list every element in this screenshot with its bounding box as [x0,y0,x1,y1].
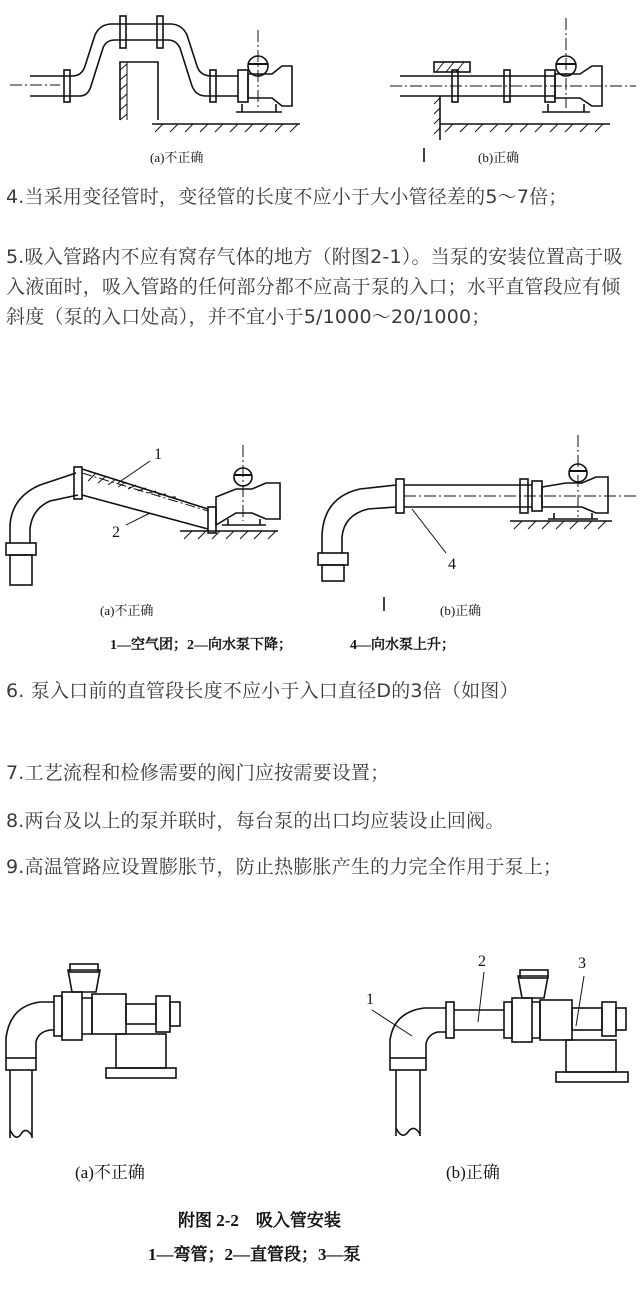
fig2-legend-2: 4—向水泵上升； [350,638,455,653]
fig3-label-3: 3 [578,955,586,972]
fig2-label-4: 4 [448,556,456,573]
figure-suction-installation [0,930,640,1302]
fig2-legend-1: 1—空气团；2—向水泵下降； [110,638,292,653]
diagram-a-incorrect [10,16,300,132]
diagram-a-elbow-direct [6,964,180,1138]
paragraph-straight-length: 6. 泵入口前的直管段长度不应小于入口直径D的3倍（如图） [6,680,519,702]
diagram-a-air-pocket [6,445,280,585]
fig3-caption-b: (b)正确 [446,1163,500,1182]
fig2-caption-a: (a)不正确 [100,603,154,618]
figure-suction-slope [0,425,640,655]
fig2-caption-b: (b)正确 [440,603,482,618]
figure-pipe-bend-comparison [0,0,640,175]
diagram-b-rising [318,435,636,611]
paragraph-no-air-pockets: 5.吸入管路内不应有窝存气体的地方（附图2-1）。当泵的安装位置高于吸入液面时，吸入管路的任何部分都不应高于泵的入口；水平直管段应有倾斜度（泵的入口处高），并不宜小于5/1000～20/1000； [6,246,623,328]
paragraph-valves: 7.工艺流程和检修需要的阀门应按需要设置； [6,762,390,784]
fig1-caption-a: (a)不正确 [150,150,204,165]
fig3-title: 附图 2-2 吸入管安装 [178,1211,341,1230]
fig3-label-2: 2 [478,953,486,970]
fig2-label-2: 2 [112,524,120,541]
paragraph-reducer-length: 4.当采用变径管时，变径管的长度不应小于大小管径差的5～7倍； [6,186,568,208]
fig1-caption-b: (b)正确 [478,150,520,165]
fig2-label-1: 1 [154,446,162,463]
fig3-legend: 1—弯管；2—直管段；3—泵 [148,1245,361,1264]
fig3-label-1: 1 [366,991,374,1008]
paragraph-check-valve: 8.两台及以上的泵并联时，每台泵的出口均应装设止回阀。 [6,810,505,832]
paragraph-expansion-joint: 9.高温管路应设置膨胀节，防止热膨胀产生的力完全作用于泵上； [6,856,563,878]
diagram-b-straight-section [372,970,628,1136]
diagram-b-correct [390,18,636,162]
fig3-caption-a: (a)不正确 [75,1163,145,1182]
